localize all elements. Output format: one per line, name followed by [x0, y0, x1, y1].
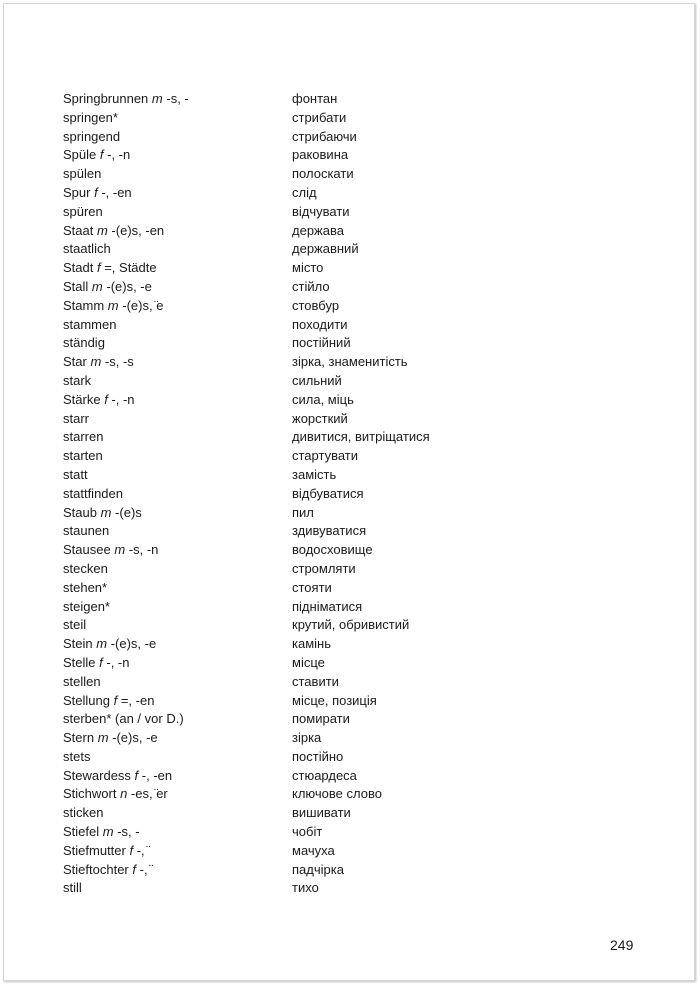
gender-marker: f	[99, 147, 104, 163]
translation: сила, міць	[292, 391, 354, 407]
translation: стовбур	[292, 297, 340, 313]
translation: слід	[292, 184, 317, 200]
german-entry: stark	[63, 372, 92, 388]
german-entry: Springbrunnen m -s, -	[63, 91, 189, 106]
translation: місце	[292, 654, 325, 670]
gender-marker: m	[107, 297, 119, 313]
list-item	[63, 109, 503, 128]
german-entry: sterben* (an / vor D.)	[63, 711, 184, 727]
german-entry: stets	[63, 748, 91, 764]
list-item	[63, 165, 503, 184]
gender-marker: m	[96, 222, 108, 238]
translation: стійло	[292, 278, 330, 294]
german-entry: Stärke f -, -n	[63, 391, 135, 407]
german-entry: steil	[63, 617, 87, 633]
gender-marker: m	[102, 824, 114, 840]
translation: постійно	[292, 748, 344, 764]
translation: падчірка	[292, 861, 344, 877]
gender-marker: f	[134, 767, 139, 783]
translation: стартувати	[292, 448, 359, 464]
german-entry: starren	[63, 429, 104, 445]
german-entry: Star m -s, -s	[63, 354, 134, 370]
list-item	[63, 654, 503, 673]
translation: стромляти	[292, 560, 356, 576]
german-entry: staatlich	[63, 241, 111, 257]
list-item	[63, 710, 503, 729]
list-item	[63, 353, 503, 372]
translation: сильний	[292, 372, 342, 388]
german-entry: spüren	[63, 203, 103, 219]
list-item	[63, 692, 503, 711]
german-entry: Stieftochter f -, ̈	[63, 861, 152, 877]
translation: стюардеса	[292, 767, 357, 783]
list-item	[63, 785, 503, 804]
translation: полоскати	[292, 166, 354, 182]
german-entry: starten	[63, 448, 103, 464]
german-entry: staunen	[63, 523, 110, 539]
german-entry: springen*	[63, 109, 118, 125]
list-item	[63, 541, 503, 560]
german-entry: sticken	[63, 805, 104, 821]
translation: пил	[292, 504, 314, 520]
list-item	[63, 334, 503, 353]
list-item	[63, 522, 503, 541]
list-item	[63, 485, 503, 504]
gender-marker: f	[104, 391, 108, 407]
german-entry: statt	[63, 466, 88, 482]
translation: крутий, обривистий	[292, 617, 410, 633]
german-entry: ständig	[63, 335, 105, 351]
list-item	[63, 222, 503, 241]
list-item	[63, 447, 503, 466]
translation: замість	[292, 466, 337, 482]
translation: тихо	[292, 880, 319, 896]
list-item	[63, 240, 503, 259]
german-entry: Stiefmutter f -, ̈	[63, 842, 149, 858]
book-page	[3, 3, 695, 981]
list-item	[63, 635, 503, 654]
translation: раковина	[292, 147, 349, 163]
translation: камінь	[292, 636, 331, 652]
german-entry: Stiefel m -s, -	[63, 824, 140, 840]
list-item	[63, 297, 503, 316]
list-item	[63, 598, 503, 617]
gender-marker: f	[99, 654, 103, 670]
list-item	[63, 128, 503, 147]
german-entry: Stichwort n -es, ̈er	[63, 786, 168, 802]
list-item	[63, 842, 503, 861]
list-item	[63, 259, 503, 278]
translation: фонтан	[292, 91, 338, 106]
translation: відбуватися	[292, 485, 364, 501]
german-entry: Stellung f =, -en	[63, 692, 155, 708]
gender-marker: f	[94, 184, 98, 200]
list-item	[63, 203, 503, 222]
german-entry: Stewardess f -, -en	[63, 767, 173, 783]
vocabulary-list	[63, 90, 503, 898]
german-entry: Stelle f -, -n	[63, 654, 130, 670]
german-entry: spülen	[63, 166, 102, 182]
gender-marker: m	[100, 504, 112, 520]
german-entry: Staat m -(e)s, -en	[63, 222, 165, 238]
german-entry: starr	[63, 410, 89, 426]
gender-marker: m	[97, 730, 109, 746]
translation: стрибати	[292, 109, 347, 125]
translation: помирати	[292, 711, 350, 727]
translation: постійний	[292, 335, 351, 351]
translation: відчувати	[292, 203, 350, 219]
list-item	[63, 823, 503, 842]
gender-marker: f	[113, 692, 118, 708]
translation: стояти	[292, 579, 332, 595]
german-entry: stehen*	[63, 579, 108, 595]
list-item	[63, 316, 503, 335]
list-item	[63, 184, 503, 203]
german-entry: steigen*	[63, 598, 110, 614]
list-item	[63, 372, 503, 391]
german-entry: stattfinden	[63, 485, 123, 501]
list-item	[63, 673, 503, 692]
german-entry: Stadt f =, Städte	[63, 260, 157, 276]
translation: державний	[292, 241, 359, 257]
gender-marker: m	[96, 636, 108, 652]
list-item	[63, 861, 503, 880]
gender-marker: m	[114, 542, 126, 558]
translation: чобіт	[292, 824, 323, 840]
list-item	[63, 560, 503, 579]
translation: водосховище	[292, 542, 373, 558]
translation: держава	[292, 222, 344, 238]
translation: стрибаючи	[292, 128, 357, 144]
translation: зірка	[292, 730, 322, 746]
german-entry: Staub m -(e)s	[63, 504, 142, 520]
gender-marker: m	[90, 354, 102, 370]
gender-marker: m	[151, 91, 163, 106]
list-item	[63, 278, 503, 297]
german-entry: springend	[63, 128, 121, 144]
gender-marker: n	[120, 786, 128, 802]
page-number: 249	[610, 937, 634, 953]
list-item	[63, 579, 503, 598]
german-entry: Stern m -(e)s, -e	[63, 730, 158, 746]
translation: місто	[292, 260, 324, 276]
list-item	[63, 767, 503, 786]
german-entry: stecken	[63, 560, 108, 576]
german-entry: stammen	[63, 316, 117, 332]
list-item	[63, 146, 503, 165]
list-item	[63, 504, 503, 523]
list-item	[63, 729, 503, 748]
translation: жорсткий	[292, 410, 348, 426]
gender-marker: f	[132, 861, 136, 877]
list-item	[63, 879, 503, 898]
translation: зірка, знаменитість	[292, 354, 408, 370]
german-entry: Stall m -(e)s, -e	[63, 278, 152, 294]
german-entry: Spur f -, -en	[63, 184, 132, 200]
german-entry: Stein m -(e)s, -e	[63, 636, 157, 652]
german-entry: Spüle f -, -n	[63, 147, 131, 163]
list-item	[63, 90, 503, 109]
translation: дивитися, витріщатися	[292, 429, 430, 445]
list-item	[63, 410, 503, 429]
german-entry: Stausee m -s, -n	[63, 542, 159, 558]
german-entry: Stamm m -(e)s, ̈e	[63, 297, 164, 313]
list-item	[63, 466, 503, 485]
list-item	[63, 428, 503, 447]
german-entry: stellen	[63, 673, 101, 689]
german-entry: still	[63, 880, 82, 896]
list-item	[63, 748, 503, 767]
gender-marker: f	[129, 842, 134, 858]
translation: вишивати	[292, 805, 351, 821]
list-item	[63, 804, 503, 823]
translation: підніматися	[292, 598, 363, 614]
list-item	[63, 391, 503, 410]
translation: походити	[292, 316, 348, 332]
translation: здивуватися	[292, 523, 367, 539]
gender-marker: m	[91, 278, 103, 294]
gender-marker: f	[96, 260, 101, 276]
translation: ставити	[292, 673, 339, 689]
list-item	[63, 616, 503, 635]
translation: місце, позиція	[292, 692, 377, 708]
translation: ключове слово	[292, 786, 382, 802]
translation: мачуха	[292, 842, 335, 858]
